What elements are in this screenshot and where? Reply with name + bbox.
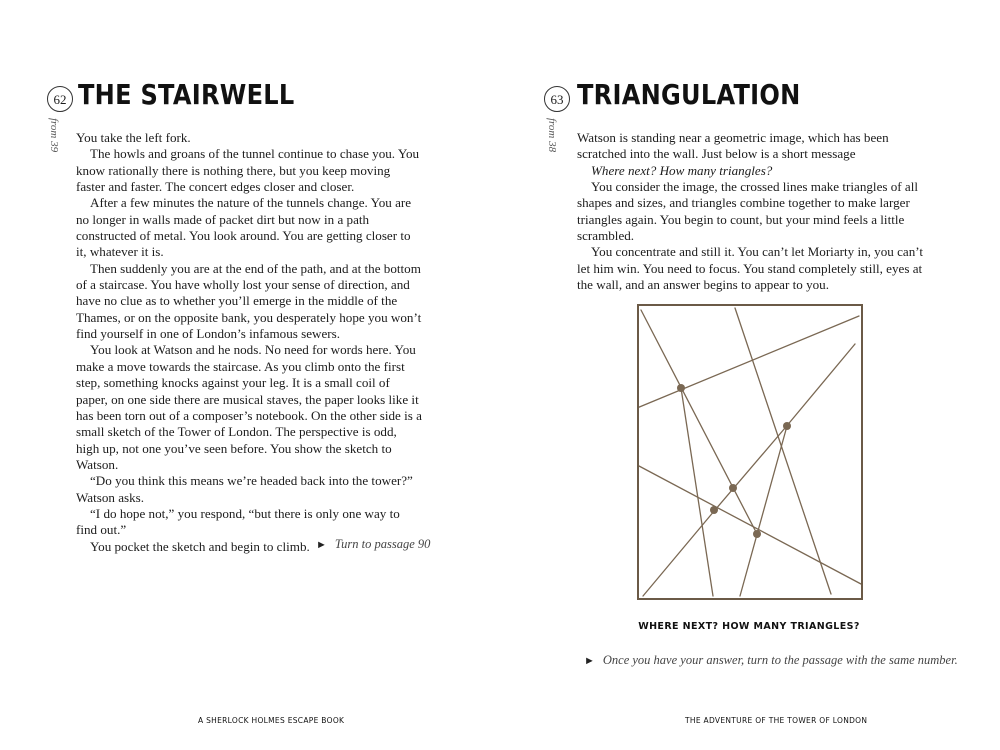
passage-number-badge: 62	[47, 86, 73, 112]
turn-to-link[interactable]	[316, 537, 430, 552]
triangle-puzzle-image	[637, 304, 863, 600]
scratched-message: Where next? How many triangles?	[591, 162, 773, 178]
right-page	[500, 0, 1000, 750]
footer-book-series: A SHERLOCK HOLMES ESCAPE BOOK	[198, 716, 345, 725]
intersection-dot	[710, 506, 718, 514]
puzzle-caption: WHERE NEXT? HOW MANY TRIANGLES?	[638, 621, 860, 632]
paragraph: Then suddenly you are at the end of the path, and at the bottom of a staircase. You have wholly lost your sense of direction, and have no clue as to whether you’ll emerge in the middle of the Thames, or on the opposite bank, you desperately hope you won’t find yourself in one of London’s infamous sewers.	[76, 260, 422, 342]
paragraph: “I do hope not,” you respond, “but there is only one way to find out.”	[76, 505, 400, 538]
scratched-line	[637, 316, 859, 408]
scratched-line	[740, 426, 787, 596]
intersection-dot	[729, 484, 737, 492]
footer-book-title: THE ADVENTURE OF THE TOWER OF LONDON	[685, 716, 868, 725]
paragraph: The howls and groans of the tunnel continue to chase you. You know rationally there is nothing there, but you keep moving faster and faster. The concert edges closer and closer.	[76, 146, 420, 195]
paragraph: You pocket the sketch and begin to climb.	[90, 538, 310, 554]
paragraph: You concentrate and still it. You can’t let Moriarty in, you can’t let him win. You need to focus. You stand completely still, eyes at the wall, and an answer begins to appear to you.	[577, 244, 924, 293]
intersection-dot	[753, 530, 761, 538]
passage-title: TRIANGULATION	[577, 78, 801, 111]
play-arrow-icon: ►	[584, 655, 595, 667]
intersection-dot	[677, 384, 685, 392]
scratched-line	[643, 510, 715, 596]
from-reference: from 38	[546, 118, 558, 153]
paragraph: “Do you think this means we’re headed back into the tower?” Watson asks.	[76, 473, 413, 505]
passage-number-badge: 63	[544, 86, 570, 112]
paragraph: You take the left fork.	[76, 130, 191, 145]
passage-body	[577, 130, 925, 293]
passage-title: THE STAIRWELL	[78, 78, 295, 111]
from-reference: from 39	[48, 118, 60, 153]
paragraph: You consider the image, the crossed lines make triangles of all shapes and sizes, and triangles combine together to make larger triangles again. You begin to count, but your mind feels a little scrambled.	[577, 179, 919, 244]
paragraph: After a few minutes the nature of the tunnels change. You are no longer in walls made of packet dirt but now in a path constructed of metal. You look around. You are getting closer to it, whatever it is.	[76, 195, 412, 260]
play-arrow-icon: ►	[316, 539, 327, 551]
passage-body	[76, 130, 422, 555]
scratched-line	[785, 344, 855, 428]
puzzle-frame	[638, 305, 862, 599]
turn-to-text: Once you have your answer, turn to the passage with the same number.	[602, 653, 958, 667]
intersection-dot	[783, 422, 791, 430]
scratched-line	[735, 308, 831, 594]
paragraph: Watson is standing near a geometric image, which has been scratched into the wall. Just below is a short message	[577, 130, 889, 162]
turn-to-text: Turn to passage 90	[334, 537, 431, 551]
paragraph: You look at Watson and he nods. No need for words here. You make a move towards the staircase. As you climb onto the first step, something knocks against your leg. It is a small coil of paper, on one side there are musical staves, the paper looks like it has been torn out of a composer’s notebook. On the other side is a small sketch of the Tower of London. The perspective is odd, high up, not one you’ve seen before. You show the sketch to Watson.	[76, 342, 422, 472]
scratched-line	[639, 466, 861, 584]
turn-to-link[interactable]	[584, 653, 958, 668]
